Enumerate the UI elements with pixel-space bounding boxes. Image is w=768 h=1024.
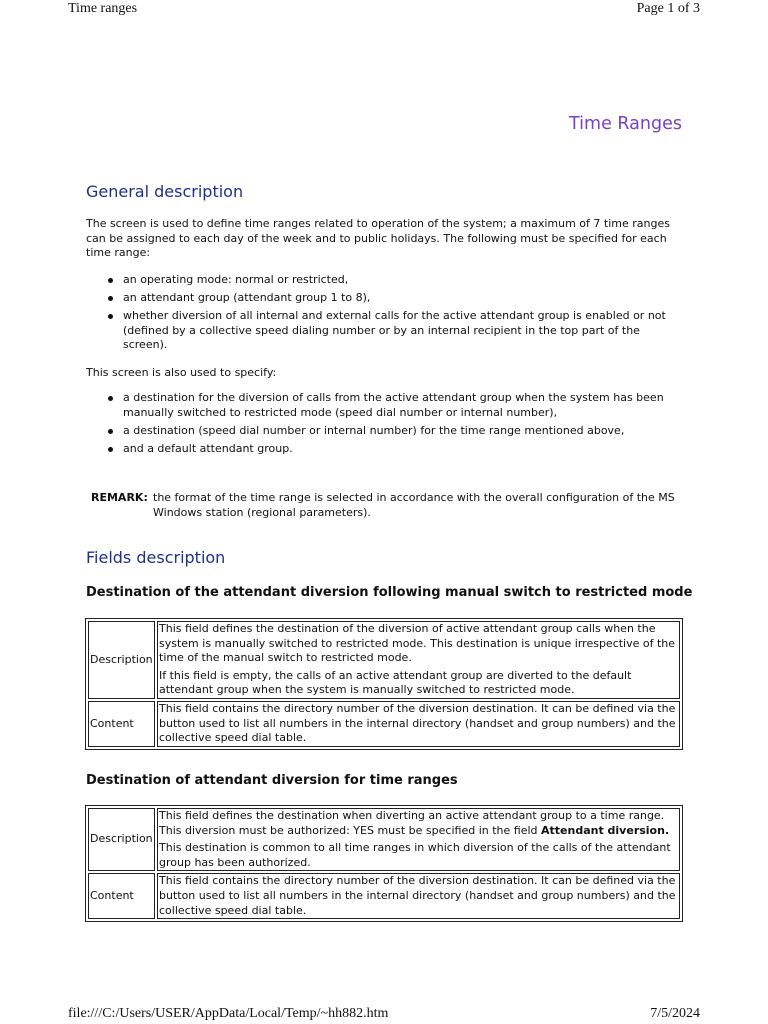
list-item: and a default attendant group. [86, 442, 686, 457]
remark-text: the format of the time range is selected in accordance with the overall configuration of the MS Windows station (regional parameters). [153, 491, 675, 519]
print-footer-date: 7/5/2024 [650, 1006, 700, 1021]
print-header-title: Time ranges [68, 1, 138, 16]
table-row [88, 621, 680, 699]
operating-items-list [86, 273, 686, 356]
description-paragraph: If this field is empty, the calls of an active attendant group are diverted to the default attendant group when the system is manually switched to restricted mode. [159, 668, 632, 697]
description-cell [157, 621, 680, 699]
list-item: a destination (speed dial number or internal number) for the time range mentioned above, [86, 424, 686, 439]
attendant-diversion-field-ref: Attendant diversion. [541, 823, 670, 837]
general-intro: The screen is used to define time ranges related to operation of the system; a maximum of 7 time ranges can be assigned to each day of the week and to public holidays. The following must be specified for each time range: [86, 217, 670, 260]
content-paragraph: This field contains the directory number of the diversion destination. It can be defined via the button used to list all numbers in the internal directory (handset and group numbers) and the collective speed dial table. [159, 874, 676, 917]
section2-title: Destination of attendant diversion for time ranges [86, 773, 458, 788]
description-paragraph: This destination is common to all time ranges in which diversion of the calls of the attendant group has been authorized. [159, 841, 671, 869]
description-paragraph [159, 809, 678, 838]
table-row [88, 701, 680, 747]
print-header [68, 0, 700, 20]
remark-label: REMARK: [91, 491, 148, 504]
section2-field-table [85, 805, 683, 922]
also-specify-text: This screen is also used to specify: [86, 366, 277, 379]
print-footer [68, 1006, 700, 1024]
section1-title: Destination of the attendant diversion following manual switch to restricted mode [86, 585, 693, 600]
content-cell [157, 873, 680, 919]
content-label: Content [88, 701, 155, 747]
list-item: an operating mode: normal or restricted, [86, 273, 686, 288]
section1-field-table [85, 618, 683, 750]
description-text: This field defines the destination when diverting an active attendant group to a time range. This diversion must be authorized: YES must be specified in the field [159, 809, 665, 837]
content-paragraph: This field contains the directory number of the diversion destination. It can be defined via the button used to list all numbers in the internal directory (handset and group numbers) and the collective speed dial table. [159, 701, 676, 745]
page-title: Time Ranges [569, 114, 682, 134]
list-item: whether diversion of all internal and external calls for the active attendant group is enabled or not (defined by a collective speed dialing number or by an internal recipient in the top part of the screen). [86, 309, 686, 353]
print-footer-path: file:///C:/Users/USER/AppData/Local/Temp/~hh882.htm [68, 1006, 389, 1021]
table-row [88, 873, 680, 919]
description-paragraph: This field defines the destination of the diversion of active attendant group calls when the system is manually switched to restricted mode. This destination is unique irrespective of the time of the manual switch to restricted mode. [159, 622, 676, 665]
print-header-page: Page 1 of 3 [636, 1, 700, 16]
description-cell [157, 808, 680, 871]
content-cell [157, 701, 680, 747]
content-label: Content [88, 873, 155, 919]
list-item: a destination for the diversion of calls from the active attendant group when the system has been manually switched to restricted mode (speed dial number or internal number), [86, 391, 686, 420]
table-row [88, 808, 680, 871]
description-label: Description [88, 808, 155, 871]
fields-description-heading: Fields description [86, 548, 226, 567]
description-label: Description [88, 621, 155, 699]
list-item: an attendant group (attendant group 1 to 8), [86, 291, 686, 306]
also-specify-list [86, 391, 686, 460]
general-description-heading: General description [86, 182, 244, 201]
